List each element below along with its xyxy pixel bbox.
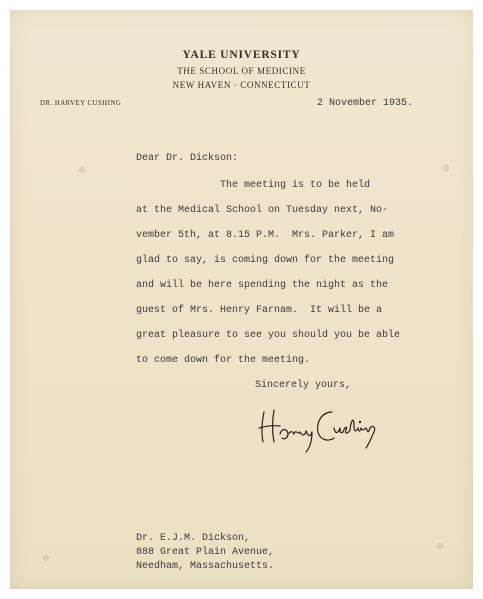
body-line-7: great pleasure to see you should you be able — [136, 330, 401, 341]
recipient-street: 888 Great Plain Avenue, — [136, 547, 275, 558]
closing: Sincerely yours, — [255, 380, 352, 391]
body-line-1: The meeting is to be held — [136, 180, 371, 191]
recipient-city: Needham, Massachusetts. — [136, 561, 275, 572]
letter-sheet — [10, 10, 473, 589]
body-line-5: and will be here spending the night as the — [136, 280, 389, 291]
body-line-3: vember 5th, at 8.15 P.M. Mrs. Parker, I am — [136, 230, 395, 241]
recipient-name: Dr. E.J.M. Dickson, — [136, 533, 251, 544]
letter-date: 2 November 1935. — [317, 98, 414, 109]
body-line-4: glad to say, is coming down for the meeting — [136, 255, 395, 266]
body-line-8: to come down for the meeting. — [136, 355, 311, 366]
letterhead-school: THE SCHOOL OF MEDICINE — [177, 66, 306, 76]
salutation: Dear Dr. Dickson: — [136, 153, 239, 164]
handwritten-signature — [250, 398, 380, 458]
body-line-2: at the Medical School on Tuesday next, No- — [136, 205, 389, 216]
letterhead-university: YALE UNIVERSITY — [182, 49, 301, 61]
body-line-6: guest of Mrs. Henry Farnam. It will be a — [136, 305, 383, 316]
letterhead-place: NEW HAVEN · CONNECTICUT — [172, 80, 311, 90]
letterhead-author: DR. HARVEY CUSHING — [40, 100, 122, 107]
